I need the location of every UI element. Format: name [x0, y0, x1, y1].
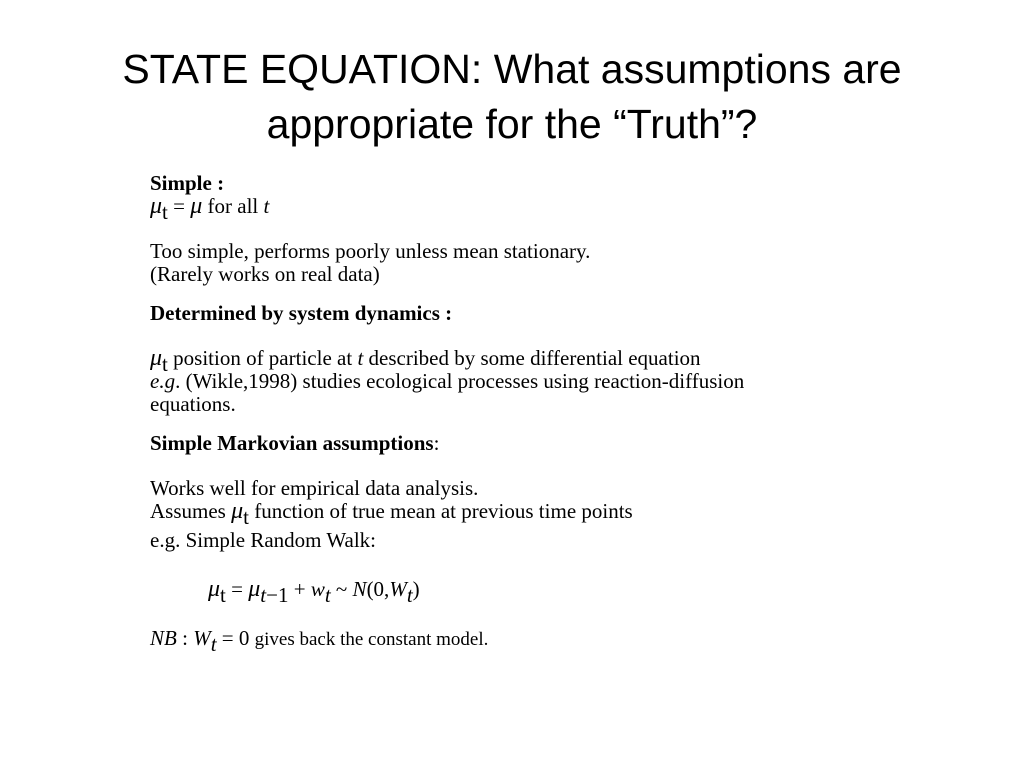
assumes-text: Assumes [150, 499, 226, 523]
function-text: function of true mean at previous time points [254, 499, 633, 523]
subscript-t: t [324, 583, 331, 607]
simple-equation [150, 193, 930, 224]
markov-heading-line [150, 432, 930, 455]
normal-N: N [352, 577, 367, 601]
markov-colon: : [433, 431, 440, 455]
subscript-minus-1: −1 [266, 583, 289, 607]
simple-heading: Simple : [150, 171, 225, 195]
equals-zero: = 0 [216, 626, 250, 650]
dynamics-reference [150, 370, 930, 393]
variable-t: t [357, 346, 364, 370]
dynamics-heading: Determined by system dynamics : [150, 301, 453, 325]
mu-symbol: μ [248, 576, 261, 602]
dynamics-text-b: described by some differential equation [368, 346, 701, 370]
markov-example: e.g. Simple Random Walk: [150, 528, 376, 552]
nb-text: gives back the constant model. [254, 629, 489, 650]
subscript-t: t [162, 200, 168, 224]
random-walk-equation [150, 576, 930, 607]
mu-symbol: μ [150, 345, 163, 371]
nb-note [150, 626, 930, 656]
slide-body [150, 171, 930, 656]
mu-symbol: μ [150, 193, 163, 219]
reference-text: . (Wikle,1998) studies ecological processes using reaction-diffusion [175, 369, 745, 393]
subscript-t: t [162, 352, 168, 376]
mu-symbol: μ [190, 193, 203, 219]
dynamics-line [150, 345, 930, 376]
markov-heading: Simple Markovian assumptions [150, 431, 434, 455]
mu-symbol: μ [231, 498, 244, 524]
mu-symbol: μ [208, 576, 221, 602]
title-line-1: STATE EQUATION: What assumptions are [122, 46, 902, 92]
subscript-t: t [243, 505, 249, 529]
simple-desc-2: (Rarely works on real data) [150, 262, 380, 286]
variable-t: t [263, 194, 270, 218]
tilde-sign: ~ [330, 577, 353, 601]
variable-W: W [193, 626, 211, 650]
variable-w: w [310, 577, 325, 601]
nb-colon: : [176, 626, 194, 650]
slide-title [0, 42, 1024, 152]
normal-args: (0, [366, 577, 390, 601]
subscript-t: t [210, 632, 217, 656]
plus-sign: + [288, 577, 311, 601]
simple-desc-1: Too simple, performs poorly unless mean stationary. [150, 239, 591, 263]
nb-label: NB [150, 626, 177, 650]
for-all-text: for all [207, 194, 259, 218]
markov-assumes-line [150, 498, 930, 529]
subscript-t: t [220, 583, 226, 607]
title-line-2: appropriate for the “Truth”? [266, 101, 758, 147]
markov-line-1: Works well for empirical data analysis. [150, 476, 479, 500]
subscript-t: t [260, 583, 267, 607]
equals-sign: = [167, 194, 191, 218]
subscript-t: t [406, 583, 413, 607]
close-paren: ) [412, 577, 420, 601]
dynamics-text-a: position of particle at [173, 346, 353, 370]
dynamics-reference-2: equations. [150, 392, 236, 416]
equals-sign: = [225, 577, 249, 601]
variable-W: W [389, 577, 407, 601]
eg-abbrev: e.g [150, 369, 176, 393]
